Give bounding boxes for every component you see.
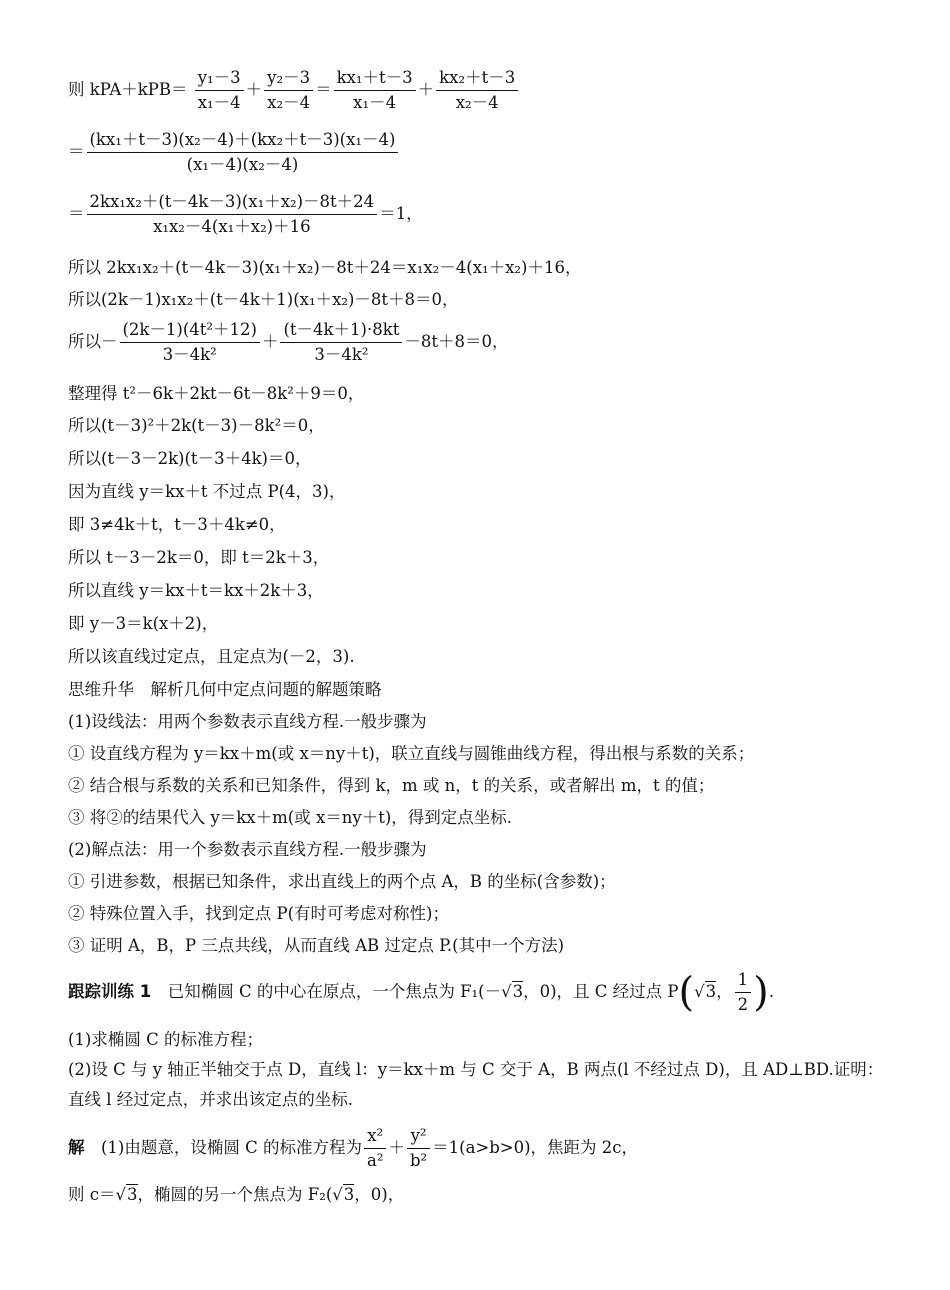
equation-line-3: ＝ $\frac{\text{2kx₁x₂＋(t－4k－3)(x₁＋x₂)－8t＋24}}{\text{x₁x₂－4(x₁＋x₂)＋16}}$ ＝1， [68, 192, 423, 236]
text-line: 所以(t－3－2k)(t－3＋4k)＝0， [68, 449, 312, 468]
solution-label: 解 [68, 1138, 85, 1157]
fraction: $\frac{(t-4k+1)\cdot 8kt}{\text{3－4k²}}$ [280, 320, 402, 365]
text-line: ③ 将②的结果代入 y＝kx＋m(或 x＝ny＋t)，得到定点坐标. [68, 808, 513, 827]
text-line: ③ 证明 A，B，P 三点共线，从而直线 AB 过定点 P.(其中一个方法) [68, 936, 565, 955]
equation-line-4: 所以－ $\frac{\text{(2k－1)(4t²＋12)}}{\text{3－4k²}}$ ＋ $\frac{(t-4k+1)\cdot 8kt}{\text{3－4k²}}$ －8t＋8＝0， [68, 320, 509, 364]
question-2-cont: 直线 l 经过定点，并求出该定点的坐标. [68, 1090, 354, 1109]
section-heading: 思维升华 解析几何中定点问题的解题策略 [68, 680, 382, 699]
text-line: ② 结合根与系数的关系和已知条件，得到 k，m 或 n，t 的关系，或者解出 m，t 的值； [68, 776, 715, 795]
text-line: 所以直线 y＝kx＋t＝kx＋2k＋3， [68, 581, 324, 600]
exercise-label: 跟踪训练 1 [68, 982, 152, 1001]
fraction: $\frac{1}{2}$ [735, 970, 752, 1015]
text-line: 整理得 t²－6k＋2kt－6t－8k²＋9＝0， [68, 384, 365, 403]
text-line: ① 设直线方程为 y＝kx＋m(或 x＝ny＋t)，联立直线与圆锥曲线方程，得出根与系数的关系； [68, 744, 755, 763]
text-line: 所以(2k－1)x₁x₂＋(t－4k＋1)(x₁＋x₂)－8t＋8＝0， [68, 290, 459, 309]
question-2: (2)设 C 与 y 轴正半轴交于点 D，直线 l：y＝kx＋m 与 C 交于 A，B 两点(l 不经过点 D)，且 AD⊥BD.证明： [68, 1060, 884, 1079]
text-line: 所以 2kx₁x₂＋(t－4k－3)(x₁＋x₂)－8t＋24＝x₁x₂－4(x₁＋x₂)＋16， [68, 258, 582, 277]
solution-line: 解 (1)由题意，设椭圆 C 的标准方程为 $\frac{\text{x²}}{\text{a²}}$ ＋ $\frac{\text{y²}}{\text{b²}}$ ＝1(a>b>0)，焦距为 2c， [68, 1126, 639, 1170]
slope-sum: kPA＋kPB＝ [89, 80, 188, 99]
fraction: $\frac{\text{y₂－3}}{\text{x₂－4}}$ [264, 68, 313, 113]
fraction: $\frac{\text{(kx₁＋t－3)(x₂－4)＋(kx₂＋t－3)(x₁－4)}}{\text{(x₁－4)(x₂－4)}}$ [87, 130, 399, 175]
fraction: $\frac{\text{kx₂＋t－3}}{\text{x₂－4}}$ [436, 68, 518, 113]
fraction: $\frac{\text{y₁－3}}{\text{x₁－4}}$ [195, 68, 244, 113]
text-line: (2)解点法：用一个参数表示直线方程.一般步骤为 [68, 840, 427, 859]
text-line: (1)设线法：用两个参数表示直线方程.一般步骤为 [68, 712, 427, 731]
text-line: 因为直线 y＝kx＋t 不过点 P(4，3)， [68, 482, 346, 501]
text-line: 即 y－3＝k(x＋2)， [68, 614, 219, 633]
text-line: 所以(t－3)²＋2k(t－3)－8k²＝0， [68, 416, 325, 435]
fraction: $\frac{\text{(2k－1)(4t²＋12)}}{\text{3－4k²}}$ [120, 320, 260, 365]
text-line: 所以该直线过定点，且定点为(－2，3). [68, 647, 355, 666]
equation-line-1: 则 kPA＋kPB＝ $\frac{\text{y₁－3}}{\text{x₁－4}}$ ＋ $\frac{\text{y₂－3}}{\text{x₂－4}}$ ＝ $\frac{\text{kx₁＋t－3}}{\text{x₁－4}}$ ＋ $\frac{\text{kx₂＋t－3}}{\text{x₂－4}}$ [68, 68, 520, 113]
equation-line-2: ＝ $\frac{\text{(kx₁＋t－3)(x₂－4)＋(kx₂＋t－3)(x₁－4)}}{\text{(x₁－4)(x₂－4)}}$ [68, 130, 400, 175]
fraction: $\frac{\text{2kx₁x₂＋(t－4k－3)(x₁＋x₂)－8t＋24}}{\text{x₁x₂－4(x₁＋x₂)＋16}}$ [87, 192, 378, 237]
text-line: 则 c＝√3，椭圆的另一个焦点为 F₂(√3，0)， [68, 1185, 405, 1204]
fraction: $\frac{\text{x²}}{\text{a²}}$ [364, 1126, 386, 1171]
text-line: ① 引进参数，根据已知条件，求出直线上的两个点 A，B 的坐标(含参数)； [68, 872, 616, 891]
text-line: 所以 t－3－2k＝0，即 t＝2k＋3， [68, 548, 330, 567]
fraction: $\frac{\text{y²}}{\text{b²}}$ [407, 1126, 430, 1171]
text: 则 [68, 80, 90, 99]
exercise-line: 跟踪训练 1 已知椭圆 C 的中心在原点，一个焦点为 F₁(－√3，0)，且 C 经过点 P(√3， $\frac{1}{2}$ ). [68, 969, 775, 1016]
text-line: ② 特殊位置入手，找到定点 P(有时可考虑对称性)； [68, 904, 449, 923]
fraction: $\frac{\text{kx₁＋t－3}}{\text{x₁－4}}$ [334, 68, 416, 113]
question-1: (1)求椭圆 C 的标准方程； [68, 1030, 263, 1049]
text-line: 即 3≠4k＋t，t－3＋4k≠0， [68, 515, 286, 534]
